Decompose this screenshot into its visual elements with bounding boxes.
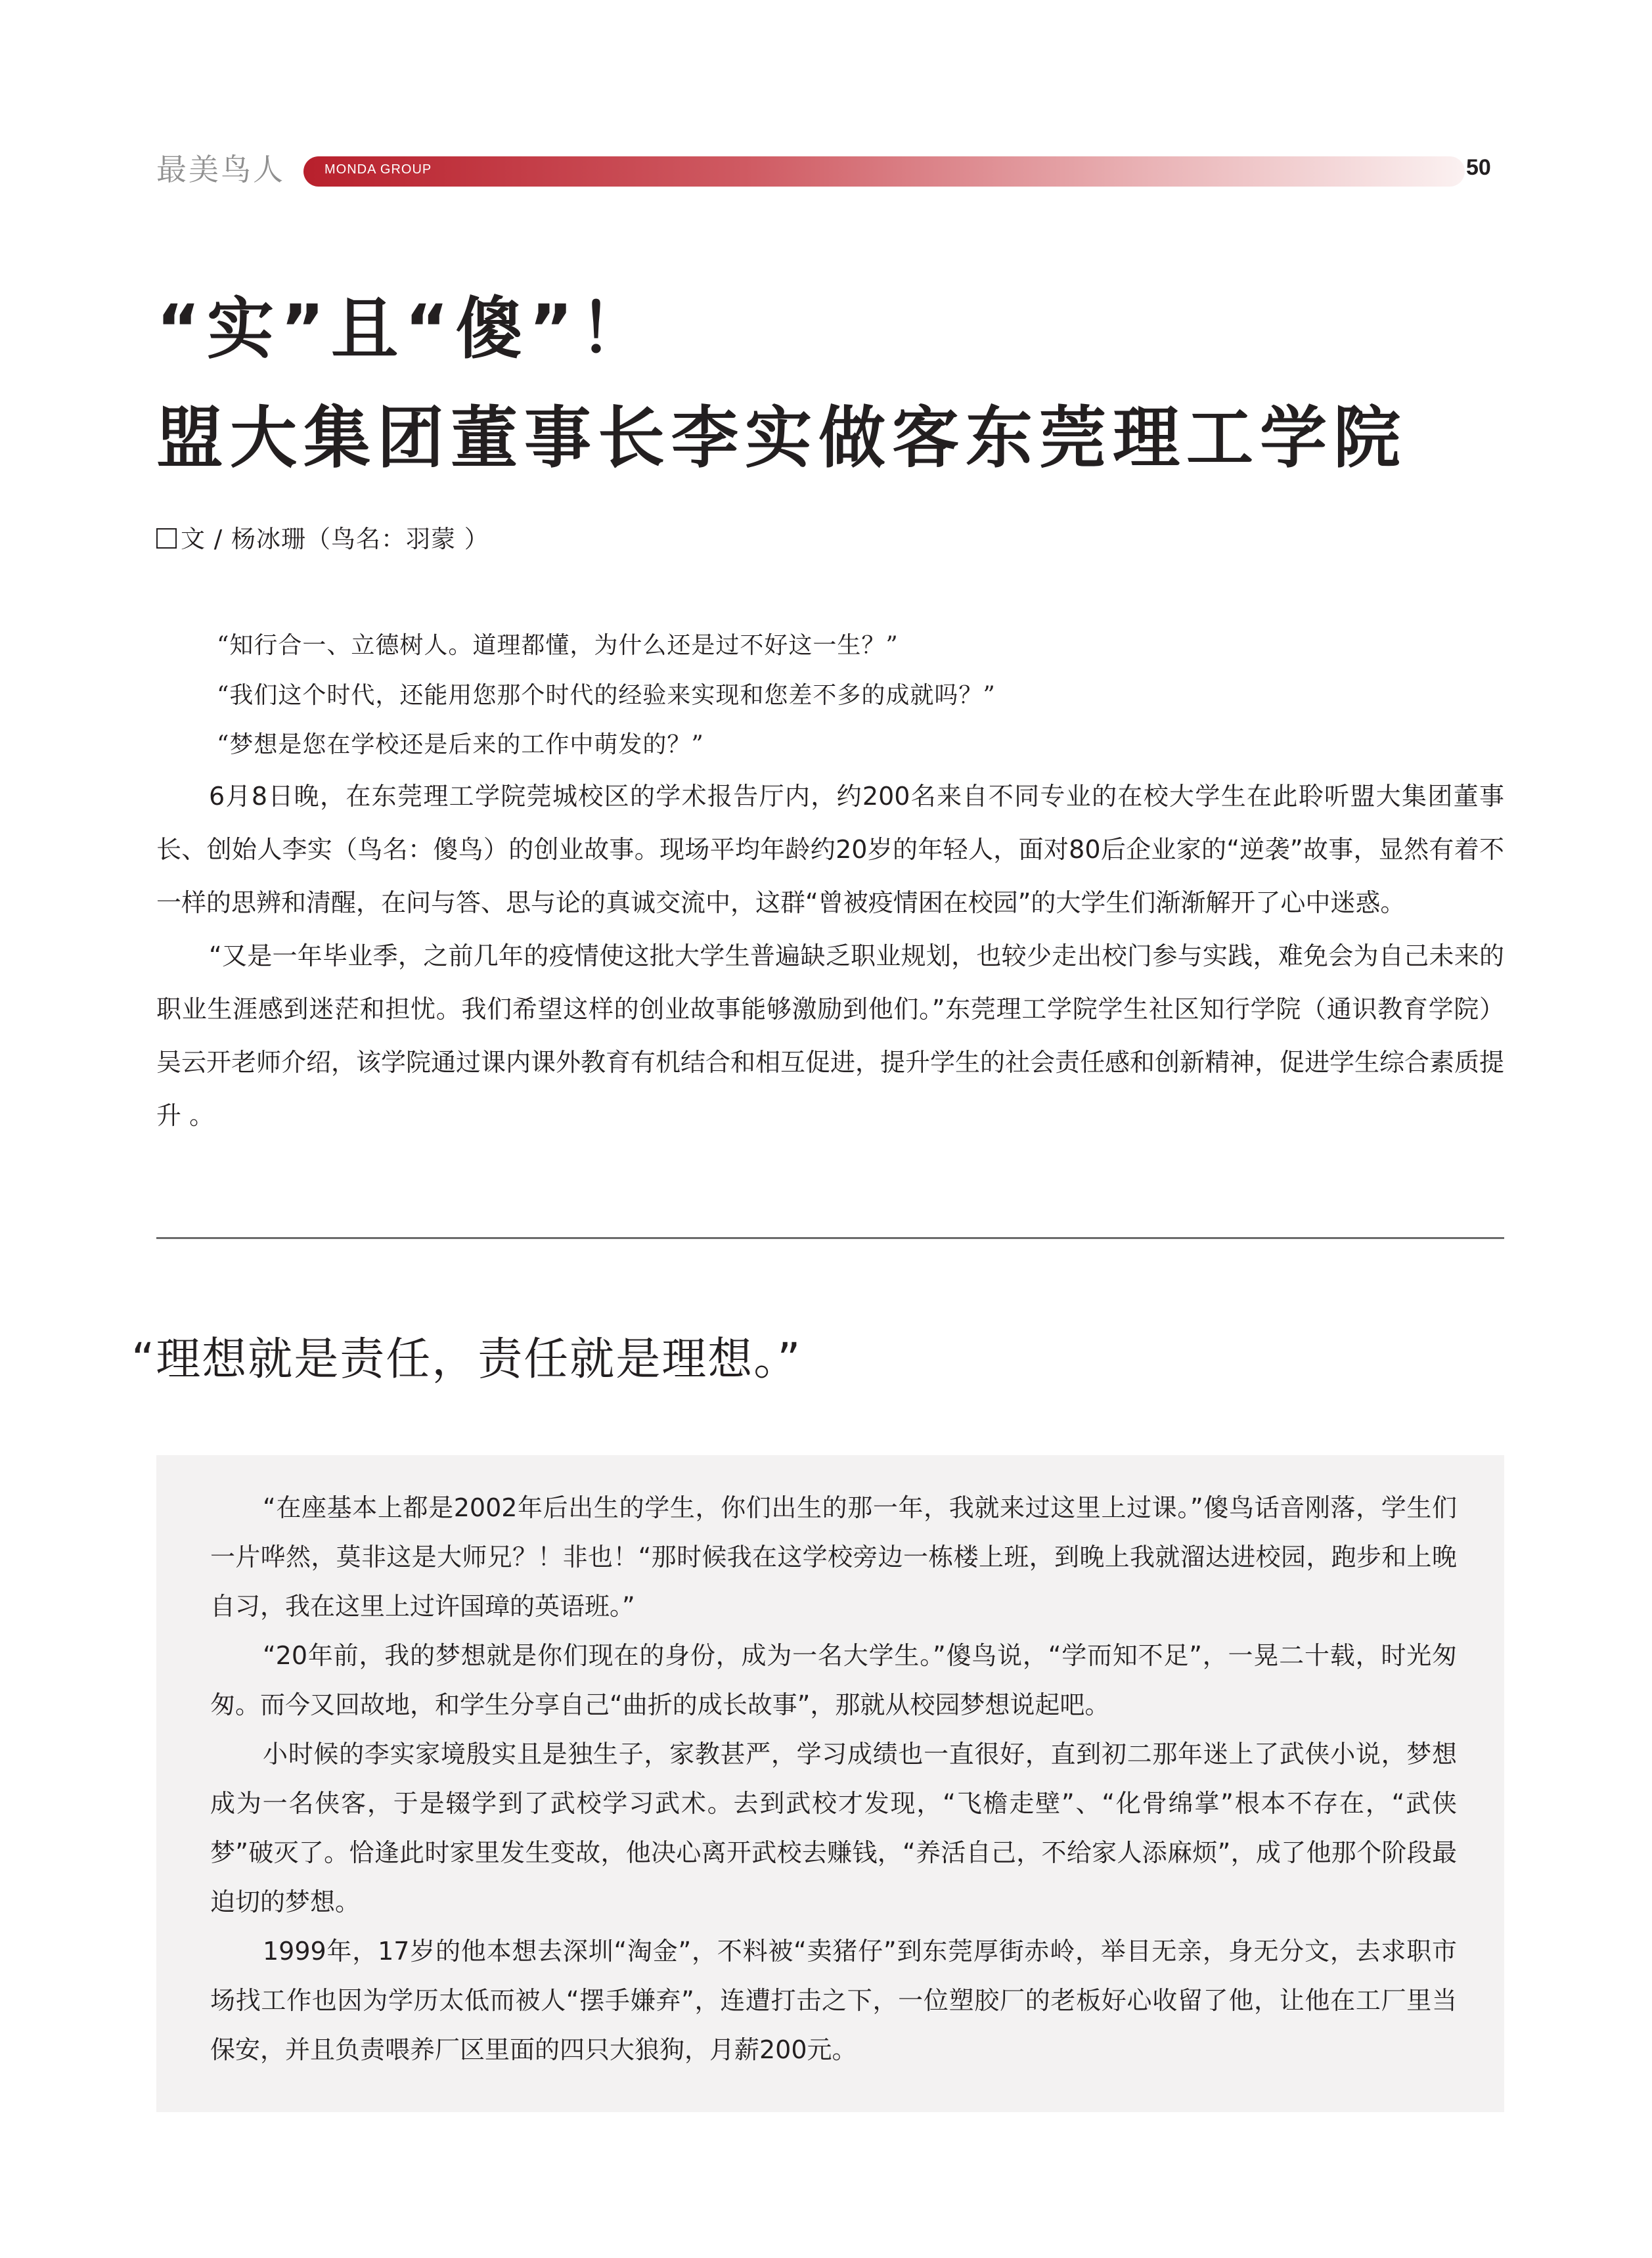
paragraph: 小时候的李实家境殷实且是独生子，家教甚严，学习成绩也一直很好，直到初二那年迷上了武侠小说，梦想成为一名侠客，于是辍学到了武校学习武术。去到武校才发现，“飞檐走壁”、“化骨绵掌”根本不存在，“武侠梦”破灭了。恰逢此时家里发生变故，他决心离开武校去赚钱，“养活自己，不给家人添麻烦”，成了他那个阶段最迫切的梦想。 <box>210 1740 1457 1916</box>
story-box-body <box>210 1483 1457 2075</box>
paragraph: 6月8日晚，在东莞理工学院莞城校区的学术报告厅内，约200名来自不同专业的在校大学生在此聆听盟大集团董事长、创始人李实（鸟名：傻鸟）的创业故事。现场平均年龄约20岁的年轻人，面对80后企业家的“逆袭”故事，显然有着不一样的思辨和清醒，在问与答、思与论的真诚交流中，这群“曾被疫情困在校园”的大学生们渐渐解开了心中迷惑。 <box>156 782 1504 917</box>
page-number: 50 <box>1466 155 1491 180</box>
section-title: 最美鸟人 <box>156 152 285 187</box>
opening-quote: “梦想是您在学校还是后来的工作中萌发的？” <box>217 731 704 758</box>
opening-quote: “知行合一、立德树人。道理都懂，为什么还是过不好这一生？” <box>217 632 899 659</box>
section-heading: “理想就是责任，责任就是理想。” <box>131 1334 802 1386</box>
intro-body <box>156 770 1504 1142</box>
opening-quote: “我们这个时代，还能用您那个时代的经验来实现和您差不多的成就吗？” <box>217 682 996 709</box>
paragraph: “又是一年毕业季，之前几年的疫情使这批大学生普遍缺乏职业规划，也较少走出校门参与实践，难免会为自己未来的职业生涯感到迷茫和担忧。我们希望这样的创业故事能够激励到他们。”东莞理工学院学生社区知行学院（通识教育学院）吴云开老师介绍，该学院通过课内课外教育有机结合和相互促进，提升学生的社会责任感和创新精神，促进学生综合素质提升 。 <box>156 941 1505 1130</box>
header-gradient-bar <box>303 156 1465 187</box>
article-title-line-1: “实”且“傻”！ <box>156 290 654 369</box>
brand-label: MONDA GROUP <box>324 162 432 177</box>
paragraph: “20年前，我的梦想就是你们现在的身份，成为一名大学生。”傻鸟说，“学而知不足”，一晃二十载，时光匆匆。而今又回故地，和学生分享自己“曲折的成长故事”，那就从校园梦想说起吧。 <box>210 1641 1457 1719</box>
section-divider <box>156 1237 1504 1239</box>
paragraph: “在座基本上都是2002年后出生的学生，你们出生的那一年，我就来过这里上过课。”傻鸟话音刚落，学生们一片哗然，莫非这是大师兄？！非也！“那时候我在这学校旁边一栋楼上班，到晚上我就溜达进校园，跑步和上晚自习，我在这里上过许国璋的英语班。” <box>210 1493 1457 1621</box>
byline <box>156 519 489 554</box>
byline-text: 文 / 杨冰珊（鸟名：羽蒙 ） <box>181 525 489 553</box>
square-icon <box>156 528 177 549</box>
article-title-line-2: 盟大集团董事长李实做客东莞理工学院 <box>156 399 1407 478</box>
paragraph: 1999年，17岁的他本想去深圳“淘金”，不料被“卖猪仔”到东莞厚街赤岭，举目无亲，身无分文，去求职市场找工作也因为学历太低而被人“摆手嫌弃”，连遭打击之下，一位塑胶厂的老板好心收留了他，让他在工厂里当保安，并且负责喂养厂区里面的四只大狼狗，月薪200元。 <box>210 1937 1457 2064</box>
